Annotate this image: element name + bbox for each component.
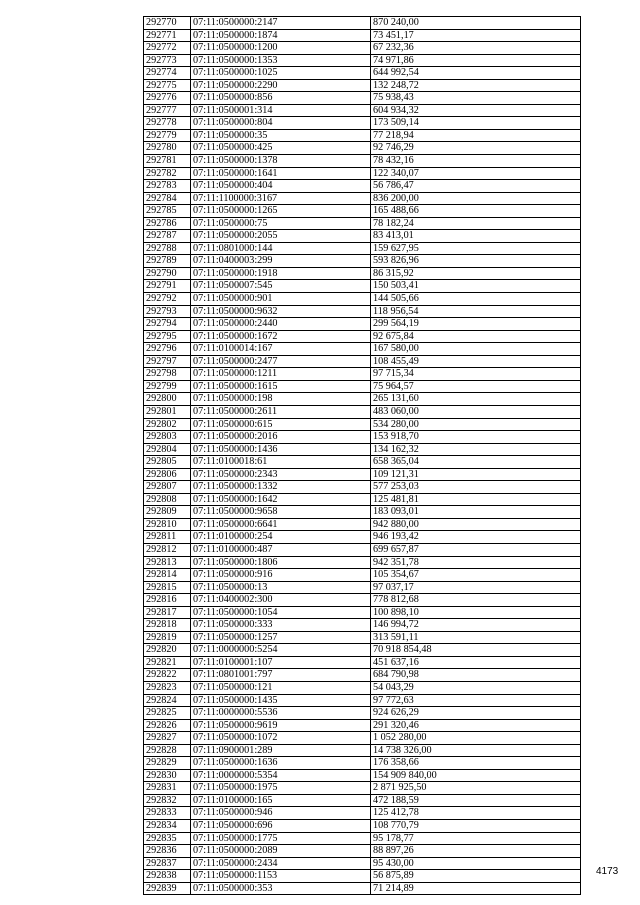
table-row xyxy=(144,732,581,745)
row-number-cell: 292780 xyxy=(144,142,191,155)
row-number-cell: 292806 xyxy=(144,468,191,481)
row-number-cell: 292808 xyxy=(144,493,191,506)
table-row xyxy=(144,656,581,669)
table-row xyxy=(144,882,581,895)
row-number-cell: 292798 xyxy=(144,368,191,381)
cadastral-number-cell: 07:11:0500000:1636 xyxy=(191,757,371,770)
row-number-cell: 292776 xyxy=(144,92,191,105)
row-number-cell: 292787 xyxy=(144,230,191,243)
value-cell: 778 812,68 xyxy=(371,594,581,607)
table-row xyxy=(144,719,581,732)
value-cell: 56 786,47 xyxy=(371,180,581,193)
row-number-cell: 292800 xyxy=(144,393,191,406)
cadastral-number-cell: 07:11:0500000:1200 xyxy=(191,42,371,55)
table-row xyxy=(144,418,581,431)
cadastral-number-cell: 07:11:0500000:946 xyxy=(191,807,371,820)
table-row xyxy=(144,167,581,180)
cadastral-number-cell: 07:11:0500000:2611 xyxy=(191,405,371,418)
row-number-cell: 292833 xyxy=(144,807,191,820)
row-number-cell: 292810 xyxy=(144,518,191,531)
cadastral-value-table xyxy=(143,16,581,895)
cadastral-number-cell: 07:11:0500000:1265 xyxy=(191,205,371,218)
table-row xyxy=(144,368,581,381)
table-row xyxy=(144,606,581,619)
table-row xyxy=(144,405,581,418)
cadastral-number-cell: 07:11:0500000:1435 xyxy=(191,694,371,707)
row-number-cell: 292812 xyxy=(144,543,191,556)
value-cell: 97 715,34 xyxy=(371,368,581,381)
row-number-cell: 292779 xyxy=(144,129,191,142)
table-row xyxy=(144,217,581,230)
value-cell: 95 430,00 xyxy=(371,857,581,870)
cadastral-number-cell: 07:11:0500000:2434 xyxy=(191,857,371,870)
cadastral-number-cell: 07:11:0500000:6641 xyxy=(191,518,371,531)
row-number-cell: 292789 xyxy=(144,255,191,268)
cadastral-number-cell: 07:11:0500000:1806 xyxy=(191,556,371,569)
value-cell: 109 121,31 xyxy=(371,468,581,481)
value-cell: 134 162,32 xyxy=(371,443,581,456)
table-row xyxy=(144,117,581,130)
value-cell: 92 746,29 xyxy=(371,142,581,155)
cadastral-number-cell: 07:11:0500000:1211 xyxy=(191,368,371,381)
cadastral-number-cell: 07:11:0000000:5254 xyxy=(191,644,371,657)
table-row xyxy=(144,619,581,632)
table-row xyxy=(144,782,581,795)
cadastral-number-cell: 07:11:0100014:167 xyxy=(191,343,371,356)
cadastral-number-cell: 07:11:0500000:333 xyxy=(191,619,371,632)
row-number-cell: 292795 xyxy=(144,330,191,343)
table-row xyxy=(144,581,581,594)
value-cell: 14 738 326,00 xyxy=(371,744,581,757)
value-cell: 644 992,54 xyxy=(371,67,581,80)
row-number-cell: 292803 xyxy=(144,431,191,444)
value-cell: 78 432,16 xyxy=(371,155,581,168)
table-row xyxy=(144,569,581,582)
row-number-cell: 292805 xyxy=(144,456,191,469)
table-row xyxy=(144,870,581,883)
value-cell: 97 037,17 xyxy=(371,581,581,594)
cadastral-number-cell: 07:11:0500000:856 xyxy=(191,92,371,105)
row-number-cell: 292814 xyxy=(144,569,191,582)
value-cell: 153 918,70 xyxy=(371,431,581,444)
value-cell: 108 770,79 xyxy=(371,820,581,833)
row-number-cell: 292788 xyxy=(144,242,191,255)
cadastral-number-cell: 07:11:0500000:1054 xyxy=(191,606,371,619)
value-cell: 154 909 840,00 xyxy=(371,769,581,782)
table-row xyxy=(144,104,581,117)
row-number-cell: 292819 xyxy=(144,631,191,644)
cadastral-number-cell: 07:11:0100001:107 xyxy=(191,656,371,669)
cadastral-number-cell: 07:11:0500000:9632 xyxy=(191,305,371,318)
table-row xyxy=(144,180,581,193)
table-row xyxy=(144,343,581,356)
table-row xyxy=(144,92,581,105)
row-number-cell: 292824 xyxy=(144,694,191,707)
value-cell: 167 580,00 xyxy=(371,343,581,356)
table-row xyxy=(144,669,581,682)
value-cell: 122 340,07 xyxy=(371,167,581,180)
table-row xyxy=(144,79,581,92)
value-cell: 70 918 854,48 xyxy=(371,644,581,657)
table-row xyxy=(144,355,581,368)
cadastral-number-cell: 07:11:0500000:9658 xyxy=(191,506,371,519)
value-cell: 132 248,72 xyxy=(371,79,581,92)
value-cell: 105 354,67 xyxy=(371,569,581,582)
cadastral-number-cell: 07:11:0500000:2290 xyxy=(191,79,371,92)
value-cell: 291 320,46 xyxy=(371,719,581,732)
cadastral-number-cell: 07:11:0000000:5354 xyxy=(191,769,371,782)
value-cell: 2 871 925,50 xyxy=(371,782,581,795)
table-row xyxy=(144,769,581,782)
cadastral-number-cell: 07:11:0500000:2016 xyxy=(191,431,371,444)
row-number-cell: 292794 xyxy=(144,318,191,331)
cadastral-number-cell: 07:11:0000000:5536 xyxy=(191,707,371,720)
cadastral-number-cell: 07:11:0500000:804 xyxy=(191,117,371,130)
row-number-cell: 292772 xyxy=(144,42,191,55)
table-row xyxy=(144,820,581,833)
cadastral-number-cell: 07:11:0500000:1642 xyxy=(191,493,371,506)
table-row xyxy=(144,857,581,870)
value-cell: 150 503,41 xyxy=(371,280,581,293)
row-number-cell: 292828 xyxy=(144,744,191,757)
cadastral-number-cell: 07:11:0500000:198 xyxy=(191,393,371,406)
value-cell: 924 626,29 xyxy=(371,707,581,720)
row-number-cell: 292793 xyxy=(144,305,191,318)
row-number-cell: 292829 xyxy=(144,757,191,770)
cadastral-number-cell: 07:11:0500000:13 xyxy=(191,581,371,594)
table-row xyxy=(144,192,581,205)
row-number-cell: 292830 xyxy=(144,769,191,782)
value-cell: 83 413,01 xyxy=(371,230,581,243)
cadastral-number-cell: 07:11:0500000:1353 xyxy=(191,54,371,67)
table-row xyxy=(144,644,581,657)
row-number-cell: 292781 xyxy=(144,155,191,168)
value-cell: 97 772,63 xyxy=(371,694,581,707)
value-cell: 176 358,66 xyxy=(371,757,581,770)
cadastral-number-cell: 07:11:0500000:1775 xyxy=(191,832,371,845)
value-cell: 942 351,78 xyxy=(371,556,581,569)
table-row xyxy=(144,493,581,506)
row-number-cell: 292835 xyxy=(144,832,191,845)
value-cell: 658 365,04 xyxy=(371,456,581,469)
value-cell: 108 455,49 xyxy=(371,355,581,368)
table-row xyxy=(144,230,581,243)
table-row xyxy=(144,443,581,456)
table-row xyxy=(144,694,581,707)
table-row xyxy=(144,280,581,293)
table-row xyxy=(144,393,581,406)
row-number-cell: 292818 xyxy=(144,619,191,632)
value-cell: 299 564,19 xyxy=(371,318,581,331)
table-row xyxy=(144,318,581,331)
cadastral-number-cell: 07:11:0500000:1672 xyxy=(191,330,371,343)
cadastral-number-cell: 07:11:0500000:2147 xyxy=(191,17,371,30)
value-cell: 75 964,57 xyxy=(371,380,581,393)
row-number-cell: 292813 xyxy=(144,556,191,569)
value-cell: 92 675,84 xyxy=(371,330,581,343)
table-body xyxy=(144,17,581,895)
table-row xyxy=(144,681,581,694)
cadastral-number-cell: 07:11:0500000:1257 xyxy=(191,631,371,644)
value-cell: 313 591,11 xyxy=(371,631,581,644)
cadastral-number-cell: 07:11:0500000:1918 xyxy=(191,267,371,280)
row-number-cell: 292815 xyxy=(144,581,191,594)
row-number-cell: 292820 xyxy=(144,644,191,657)
cadastral-number-cell: 07:11:0500001:314 xyxy=(191,104,371,117)
row-number-cell: 292777 xyxy=(144,104,191,117)
row-number-cell: 292827 xyxy=(144,732,191,745)
row-number-cell: 292785 xyxy=(144,205,191,218)
table-row xyxy=(144,757,581,770)
table-row xyxy=(144,518,581,531)
cadastral-number-cell: 07:11:0500000:1378 xyxy=(191,155,371,168)
table-row xyxy=(144,744,581,757)
cadastral-number-cell: 07:11:0100000:254 xyxy=(191,531,371,544)
row-number-cell: 292796 xyxy=(144,343,191,356)
cadastral-number-cell: 07:11:0500000:1641 xyxy=(191,167,371,180)
row-number-cell: 292821 xyxy=(144,656,191,669)
value-cell: 451 637,16 xyxy=(371,656,581,669)
value-cell: 684 790,98 xyxy=(371,669,581,682)
value-cell: 100 898,10 xyxy=(371,606,581,619)
row-number-cell: 292825 xyxy=(144,707,191,720)
row-number-cell: 292773 xyxy=(144,54,191,67)
table-row xyxy=(144,67,581,80)
row-number-cell: 292816 xyxy=(144,594,191,607)
table-row xyxy=(144,293,581,306)
cadastral-number-cell: 07:11:0500000:615 xyxy=(191,418,371,431)
cadastral-number-cell: 07:11:0500000:696 xyxy=(191,820,371,833)
cadastral-number-cell: 07:11:0500000:404 xyxy=(191,180,371,193)
table-row xyxy=(144,481,581,494)
cadastral-number-cell: 07:11:0500000:425 xyxy=(191,142,371,155)
value-cell: 836 200,00 xyxy=(371,192,581,205)
cadastral-number-cell: 07:11:0500000:1975 xyxy=(191,782,371,795)
value-cell: 86 315,92 xyxy=(371,267,581,280)
value-cell: 54 043,29 xyxy=(371,681,581,694)
cadastral-number-cell: 07:11:0500000:1615 xyxy=(191,380,371,393)
value-cell: 118 956,54 xyxy=(371,305,581,318)
row-number-cell: 292783 xyxy=(144,180,191,193)
value-cell: 78 182,24 xyxy=(371,217,581,230)
row-number-cell: 292834 xyxy=(144,820,191,833)
value-cell: 88 897,26 xyxy=(371,845,581,858)
row-number-cell: 292784 xyxy=(144,192,191,205)
table-row xyxy=(144,330,581,343)
cadastral-number-cell: 07:11:0500000:2477 xyxy=(191,355,371,368)
cadastral-number-cell: 07:11:0100000:165 xyxy=(191,794,371,807)
value-cell: 942 880,00 xyxy=(371,518,581,531)
table-row xyxy=(144,29,581,42)
table-row xyxy=(144,794,581,807)
row-number-cell: 292837 xyxy=(144,857,191,870)
row-number-cell: 292802 xyxy=(144,418,191,431)
row-number-cell: 292823 xyxy=(144,681,191,694)
row-number-cell: 292778 xyxy=(144,117,191,130)
cadastral-number-cell: 07:11:1100000:3167 xyxy=(191,192,371,205)
cadastral-number-cell: 07:11:0500000:2055 xyxy=(191,230,371,243)
value-cell: 125 481,81 xyxy=(371,493,581,506)
cadastral-number-cell: 07:11:0500007:545 xyxy=(191,280,371,293)
row-number-cell: 292786 xyxy=(144,217,191,230)
table-row xyxy=(144,807,581,820)
table-row xyxy=(144,431,581,444)
table-row xyxy=(144,380,581,393)
row-number-cell: 292807 xyxy=(144,481,191,494)
value-cell: 71 214,89 xyxy=(371,882,581,895)
cadastral-number-cell: 07:11:0500000:2089 xyxy=(191,845,371,858)
row-number-cell: 292799 xyxy=(144,380,191,393)
value-cell: 125 412,78 xyxy=(371,807,581,820)
page-number: 4173 xyxy=(596,866,619,877)
table-row xyxy=(144,707,581,720)
table-row xyxy=(144,142,581,155)
table-row xyxy=(144,305,581,318)
table-row xyxy=(144,631,581,644)
cadastral-number-cell: 07:11:0500000:9619 xyxy=(191,719,371,732)
table-row xyxy=(144,456,581,469)
value-cell: 265 131,60 xyxy=(371,393,581,406)
value-cell: 534 280,00 xyxy=(371,418,581,431)
row-number-cell: 292817 xyxy=(144,606,191,619)
value-cell: 472 188,59 xyxy=(371,794,581,807)
row-number-cell: 292838 xyxy=(144,870,191,883)
value-cell: 56 875,89 xyxy=(371,870,581,883)
table-row xyxy=(144,267,581,280)
table-row xyxy=(144,531,581,544)
row-number-cell: 292791 xyxy=(144,280,191,293)
table-row xyxy=(144,543,581,556)
table-row xyxy=(144,205,581,218)
cadastral-number-cell: 07:11:0500000:901 xyxy=(191,293,371,306)
cadastral-number-cell: 07:11:0801000:144 xyxy=(191,242,371,255)
row-number-cell: 292774 xyxy=(144,67,191,80)
value-cell: 74 971,86 xyxy=(371,54,581,67)
cadastral-number-cell: 07:11:0400003:299 xyxy=(191,255,371,268)
cadastral-number-cell: 07:11:0500000:1153 xyxy=(191,870,371,883)
value-cell: 183 093,01 xyxy=(371,506,581,519)
row-number-cell: 292811 xyxy=(144,531,191,544)
value-cell: 483 060,00 xyxy=(371,405,581,418)
value-cell: 604 934,32 xyxy=(371,104,581,117)
value-cell: 144 505,66 xyxy=(371,293,581,306)
row-number-cell: 292771 xyxy=(144,29,191,42)
cadastral-number-cell: 07:11:0500000:75 xyxy=(191,217,371,230)
cadastral-number-cell: 07:11:0500000:1874 xyxy=(191,29,371,42)
row-number-cell: 292792 xyxy=(144,293,191,306)
value-cell: 593 826,96 xyxy=(371,255,581,268)
cadastral-number-cell: 07:11:0100018:61 xyxy=(191,456,371,469)
value-cell: 699 657,87 xyxy=(371,543,581,556)
cadastral-number-cell: 07:11:0400002:300 xyxy=(191,594,371,607)
cadastral-number-cell: 07:11:0500000:1072 xyxy=(191,732,371,745)
row-number-cell: 292790 xyxy=(144,267,191,280)
value-cell: 95 178,77 xyxy=(371,832,581,845)
row-number-cell: 292832 xyxy=(144,794,191,807)
row-number-cell: 292831 xyxy=(144,782,191,795)
table-row xyxy=(144,17,581,30)
row-number-cell: 292775 xyxy=(144,79,191,92)
value-cell: 73 451,17 xyxy=(371,29,581,42)
row-number-cell: 292839 xyxy=(144,882,191,895)
cadastral-number-cell: 07:11:0100000:487 xyxy=(191,543,371,556)
cadastral-number-cell: 07:11:0500000:2343 xyxy=(191,468,371,481)
cadastral-number-cell: 07:11:0500000:1332 xyxy=(191,481,371,494)
table-row xyxy=(144,129,581,142)
row-number-cell: 292801 xyxy=(144,405,191,418)
value-cell: 1 052 280,00 xyxy=(371,732,581,745)
value-cell: 67 232,36 xyxy=(371,42,581,55)
cadastral-number-cell: 07:11:0500000:35 xyxy=(191,129,371,142)
row-number-cell: 292797 xyxy=(144,355,191,368)
row-number-cell: 292826 xyxy=(144,719,191,732)
table-row xyxy=(144,42,581,55)
value-cell: 159 627,95 xyxy=(371,242,581,255)
value-cell: 870 240,00 xyxy=(371,17,581,30)
table-row xyxy=(144,54,581,67)
cadastral-number-cell: 07:11:0500000:121 xyxy=(191,681,371,694)
table-row xyxy=(144,242,581,255)
cadastral-number-cell: 07:11:0500000:1025 xyxy=(191,67,371,80)
table-row xyxy=(144,255,581,268)
cadastral-number-cell: 07:11:0500000:2440 xyxy=(191,318,371,331)
row-number-cell: 292804 xyxy=(144,443,191,456)
row-number-cell: 292822 xyxy=(144,669,191,682)
value-cell: 946 193,42 xyxy=(371,531,581,544)
row-number-cell: 292770 xyxy=(144,17,191,30)
table-row xyxy=(144,468,581,481)
value-cell: 165 488,66 xyxy=(371,205,581,218)
table-row xyxy=(144,556,581,569)
table-row xyxy=(144,832,581,845)
table-row xyxy=(144,845,581,858)
cadastral-number-cell: 07:11:0801001:797 xyxy=(191,669,371,682)
cadastral-number-cell: 07:11:0500000:353 xyxy=(191,882,371,895)
cadastral-number-cell: 07:11:0500000:1436 xyxy=(191,443,371,456)
row-number-cell: 292809 xyxy=(144,506,191,519)
row-number-cell: 292782 xyxy=(144,167,191,180)
value-cell: 577 253,03 xyxy=(371,481,581,494)
table-row xyxy=(144,155,581,168)
value-cell: 146 994,72 xyxy=(371,619,581,632)
table-row xyxy=(144,594,581,607)
table-row xyxy=(144,506,581,519)
value-cell: 75 938,43 xyxy=(371,92,581,105)
value-cell: 173 509,14 xyxy=(371,117,581,130)
row-number-cell: 292836 xyxy=(144,845,191,858)
cadastral-number-cell: 07:11:0900001:289 xyxy=(191,744,371,757)
cadastral-number-cell: 07:11:0500000:916 xyxy=(191,569,371,582)
value-cell: 77 218,94 xyxy=(371,129,581,142)
